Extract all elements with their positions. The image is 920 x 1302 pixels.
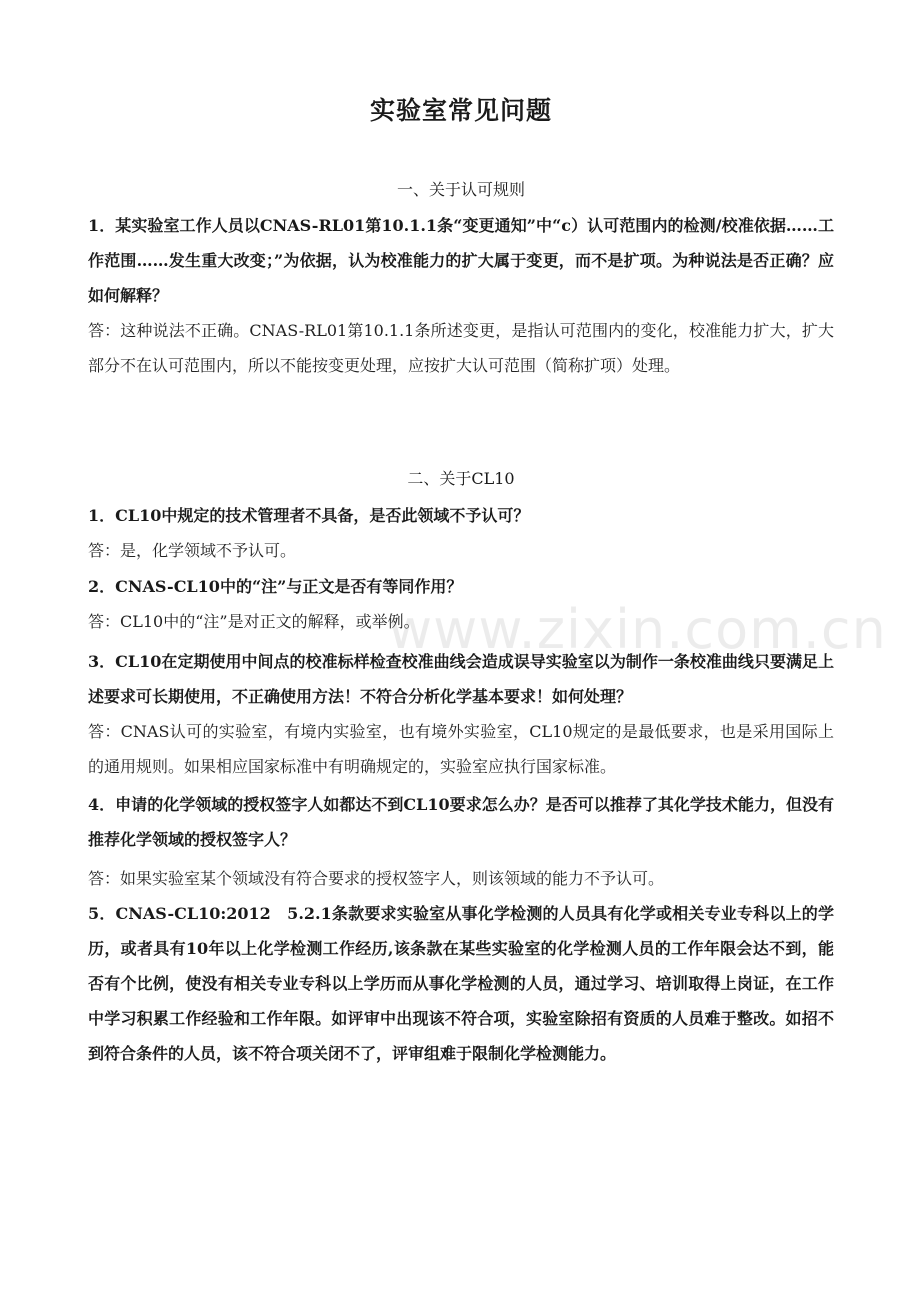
question-2-4: 4．申请的化学领域的授权签字人如都达不到CL10要求怎么办？是否可以推荐了其化学技术能力，但没有推荐化学领域的授权签字人？ — [88, 795, 834, 849]
question-2-2: 2．CNAS-CL10中的“注”与正文是否有等同作用？ — [88, 577, 463, 596]
question-2-3: 3．CL10在定期使用中间点的校准标样检查校准曲线会造成误导实验室以为制作一条校准曲线只要满足上述要求可长期使用，不正确使用方法！不符合分析化学基本要求！如何处理？ — [88, 652, 834, 706]
document-title: 实验室常见问题 — [369, 96, 552, 125]
question-1-1: 1．某实验室工作人员以CNAS-RL01第10.1.1条“变更通知”中“c）认可范围内的检测/校准依据……工作范围……发生重大改变；”为依据，认为校准能力的扩大属于变更，而不是扩项。为种说法是否正确？应如何解释？ — [88, 216, 834, 305]
answer-2-3: 答：CNAS认可的实验室，有境内实验室，也有境外实验室，CL10规定的是最低要求，也是采用国际上的通用规则。如果相应国家标准中有明确规定的，实验室应执行国家标准。 — [88, 722, 834, 776]
answer-1-1: 答：这种说法不正确。CNAS-RL01第10.1.1条所述变更，是指认可范围内的变化，校准能力扩大，扩大部分不在认可范围内，所以不能按变更处理，应按扩大认可范围（简称扩项）处理。 — [88, 321, 834, 375]
answer-2-4: 答：如果实验室某个领域没有符合要求的授权签字人，则该领域的能力不予认可。 — [88, 869, 665, 888]
section-heading-1: 一、关于认可规则 — [396, 180, 525, 199]
question-2-1: 1．CL10中规定的技术管理者不具备，是否此领域不予认可？ — [88, 506, 530, 525]
section-heading-2: 二、关于CL10 — [407, 469, 515, 488]
answer-2-1: 答：是，化学领域不予认可。 — [88, 541, 297, 560]
watermark-text: www.zixin.com.cn — [388, 598, 887, 661]
question-2-5: 5．CNAS-CL10:2012 5.2.1条款要求实验室从事化学检测的人员具有化学或相关专业专科以上的学历，或者具有10年以上化学检测工作经历,该条款在某些实验室的化学检测人员的工作年限会达不到，能否有个比例，使没有相关专业专科以上学历而从事化学检测的人员，通过学习、培训取得上岗证，在工作中学习积累工作经验和工作年限。如评审中出现该不符合项，实验室除招有资质的人员难于整改。如招不到符合条件的人员，该不符合项关闭不了，评审组难于限制化学检测能力。 — [88, 904, 834, 1063]
answer-2-2: 答：CL10中的“注”是对正文的解释，或举例。 — [88, 612, 420, 631]
